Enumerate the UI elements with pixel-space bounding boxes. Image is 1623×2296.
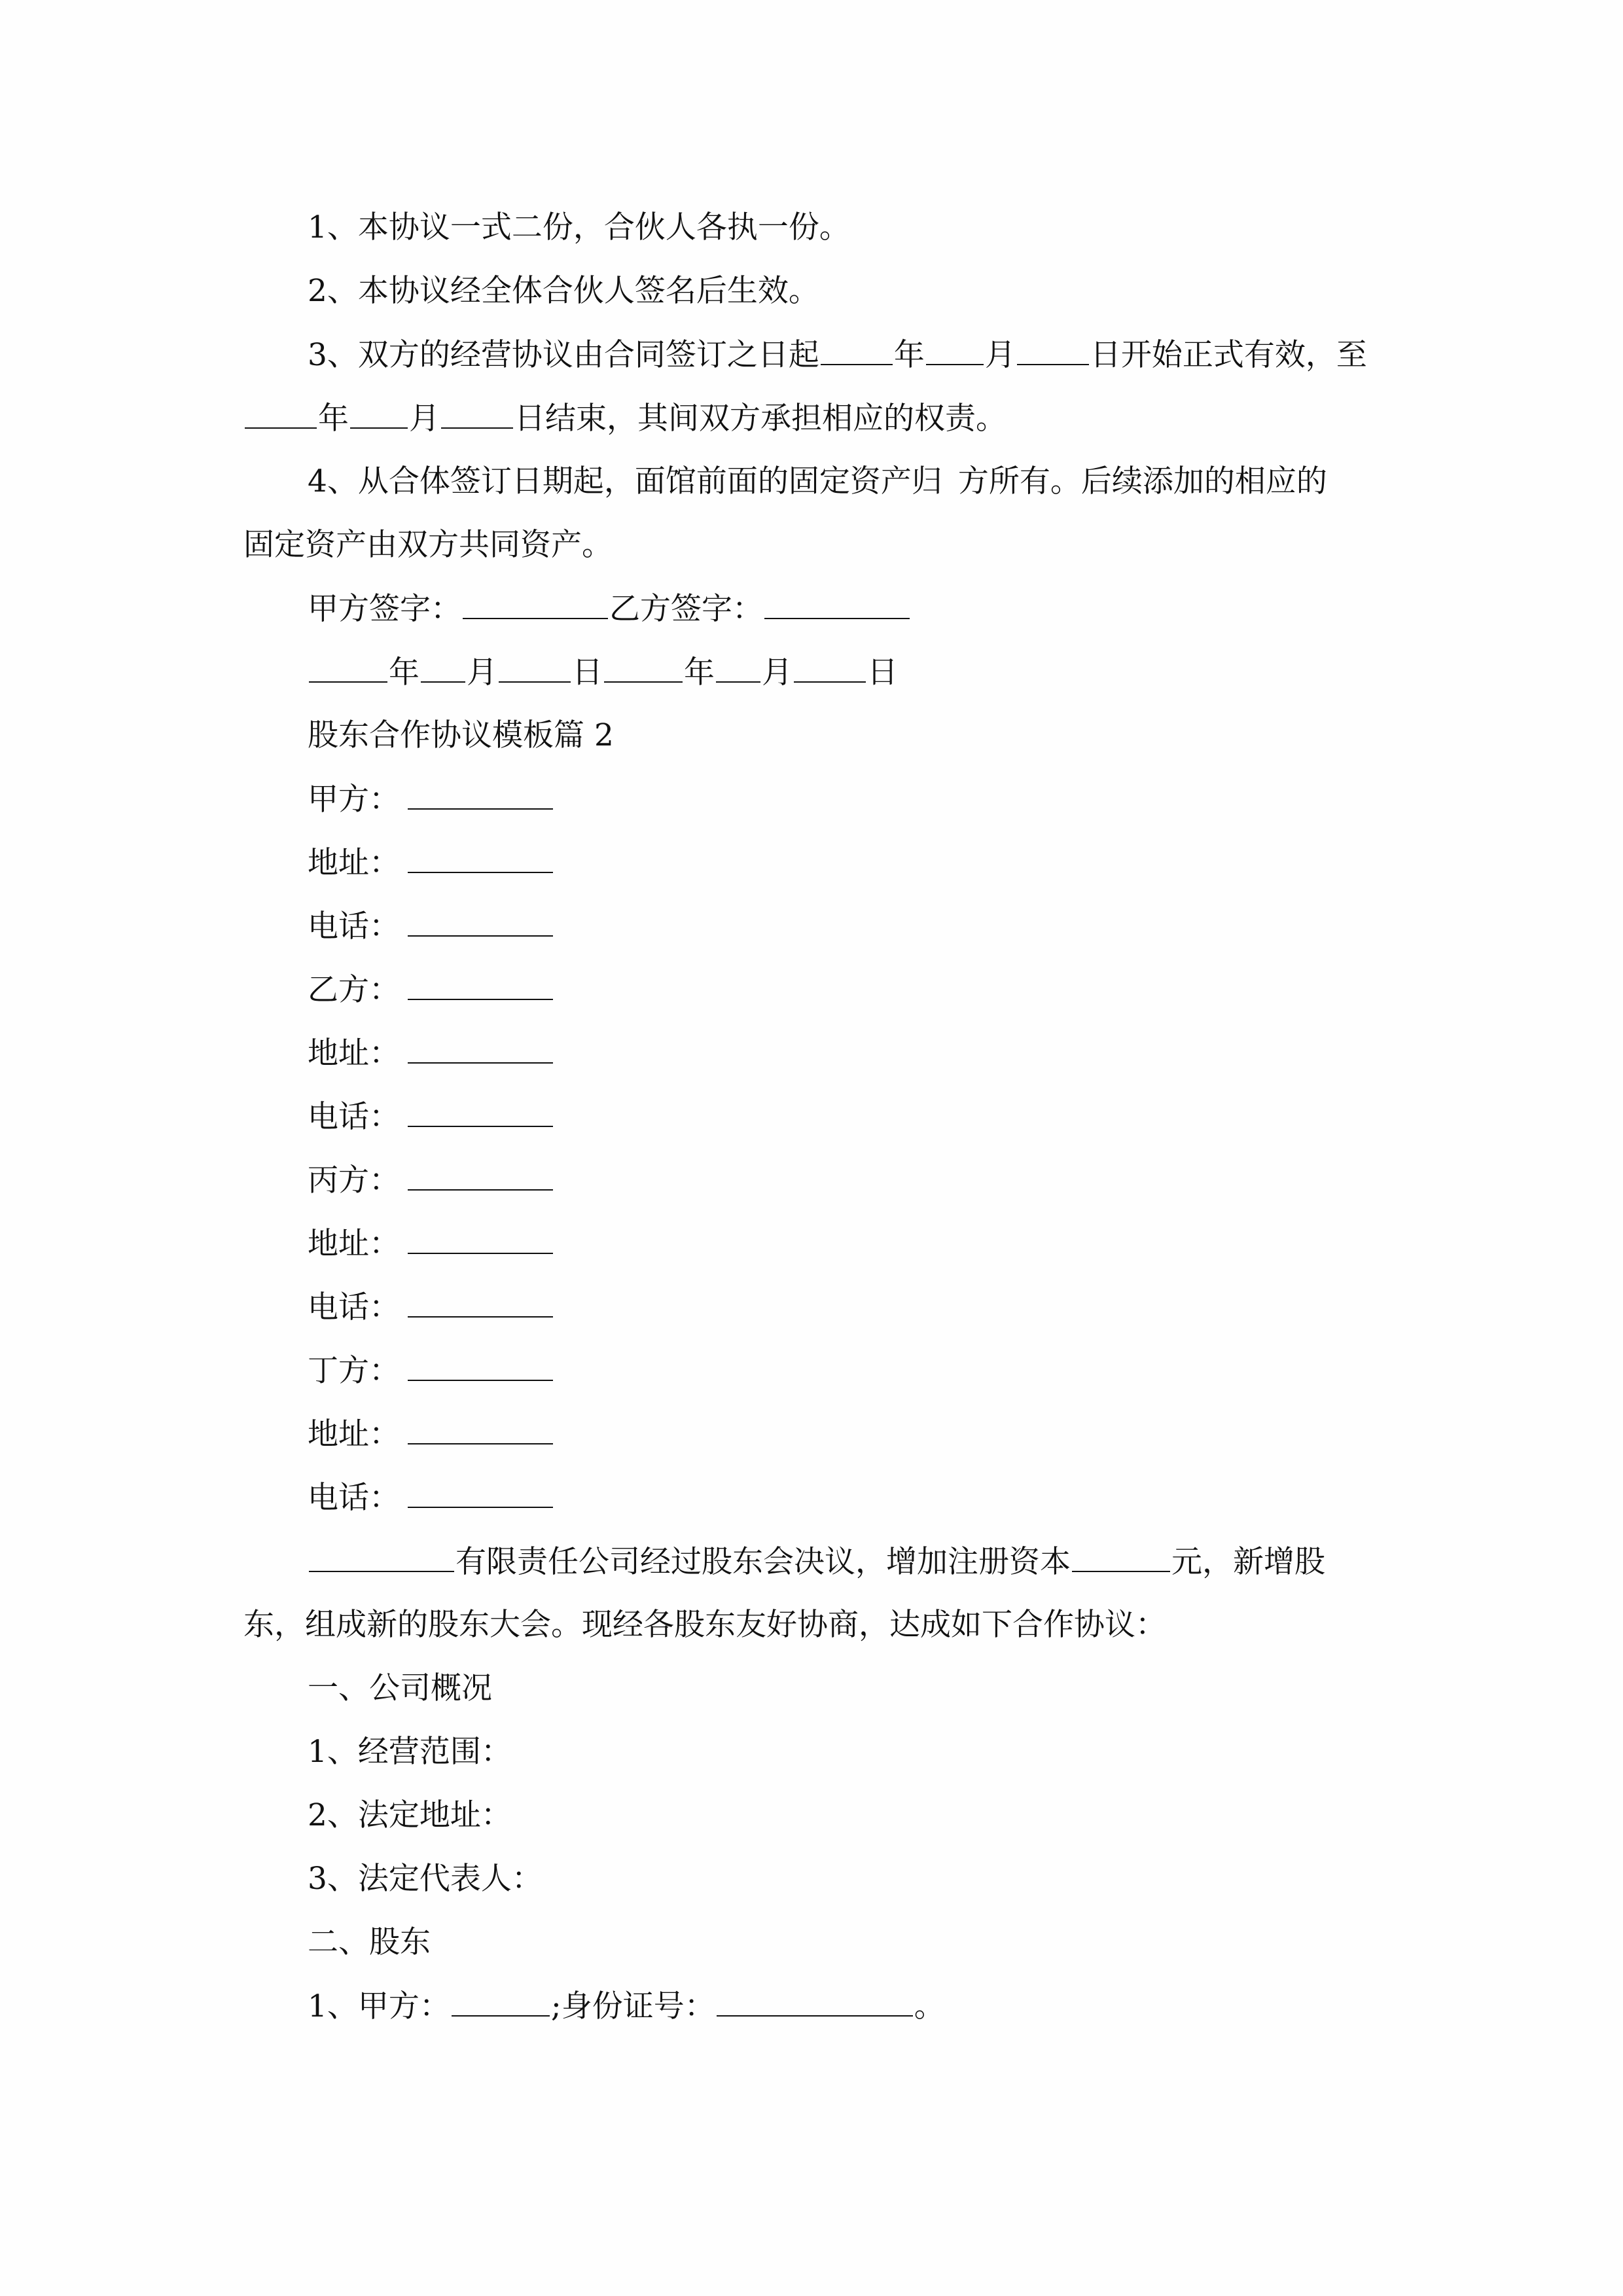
clause-4-text-cont: 方所有。后续添加的相应的	[957, 463, 1327, 499]
month-label: 月	[984, 337, 1016, 373]
year-label: 年	[684, 655, 715, 691]
party-field-label: 乙方：	[308, 972, 400, 1008]
id-number-label: ;身份证号：	[550, 1988, 715, 2024]
capital-amount-blank[interactable]	[1072, 1542, 1170, 1572]
clause-3-end-text: 日结束，其间双方承担相应的权责。	[514, 401, 1007, 437]
intro-end-text: 东，组成新的股东大会。现经各股东友好协商，达成如下合作协议：	[243, 1607, 1166, 1643]
clause-3-line-1	[308, 335, 1459, 374]
party-field-label: 地址：	[308, 1416, 400, 1452]
party-a-signature-blank[interactable]	[463, 589, 608, 619]
clause-2	[308, 272, 1459, 311]
intro-line-1	[308, 1542, 1459, 1581]
month-label: 月	[467, 655, 497, 691]
party-field-row	[308, 1160, 1459, 1200]
b-day-blank[interactable]	[794, 653, 866, 683]
start-year-blank[interactable]	[821, 335, 893, 365]
b-month-blank[interactable]	[716, 653, 760, 683]
day-label: 日	[867, 655, 898, 691]
party-field-blank[interactable]	[408, 906, 553, 937]
party-field-row	[308, 1478, 1459, 1517]
a-day-blank[interactable]	[499, 653, 571, 683]
clause-3-text-cont: 日开始正式有效，至	[1090, 337, 1367, 373]
period: 。	[914, 1988, 945, 2024]
party-field-row	[308, 906, 1459, 946]
a-month-blank[interactable]	[421, 653, 465, 683]
section-title	[308, 716, 1459, 755]
clause-4-text: 4、从合体签订日期起，面馆前面的固定资产归	[308, 463, 942, 499]
party-field-row	[308, 843, 1459, 882]
section-1-heading	[308, 1669, 1459, 1708]
intro-text: 有限责任公司经过股东会决议，增加注册资本	[455, 1544, 1071, 1580]
clause-1	[308, 208, 1459, 247]
company-name-blank[interactable]	[309, 1542, 454, 1572]
business-scope-label: 1、经营范围：	[308, 1734, 512, 1770]
shareholder-a-name-blank[interactable]	[452, 1986, 550, 2017]
party-b-signature-label: 乙方签字：	[609, 591, 763, 627]
section-1-item	[308, 1859, 1459, 1899]
end-year-blank[interactable]	[245, 399, 317, 429]
party-field-blank[interactable]	[408, 1351, 553, 1381]
party-field-blank[interactable]	[408, 1224, 553, 1254]
section-2-heading	[308, 1923, 1459, 1962]
party-field-label: 电话：	[308, 1289, 400, 1325]
month-label: 月	[409, 401, 440, 437]
legal-address-label: 2、法定地址：	[308, 1797, 512, 1833]
party-field-blank[interactable]	[408, 843, 553, 873]
end-day-blank[interactable]	[441, 399, 513, 429]
party-b-signature-blank[interactable]	[764, 589, 910, 619]
party-field-blank[interactable]	[408, 1033, 553, 1064]
party-field-row	[308, 1414, 1459, 1454]
clause-2-text: 2、本协议经全体合伙人签名后生效。	[308, 273, 819, 309]
party-field-label: 丙方：	[308, 1162, 400, 1198]
clause-3-text: 3、双方的经营协议由合同签订之日起	[308, 337, 819, 373]
party-field-label: 地址：	[308, 1226, 400, 1262]
clause-1-text: 1、本协议一式二份，合伙人各执一份。	[308, 209, 850, 245]
intro-text-cont: 元，新增股	[1171, 1544, 1325, 1580]
party-field-blank[interactable]	[408, 1414, 553, 1444]
section-1-heading-text: 一、公司概况	[308, 1670, 492, 1706]
party-field-row	[308, 1351, 1459, 1390]
id-number-blank[interactable]	[717, 1986, 913, 2017]
party-field-label: 电话：	[308, 1099, 400, 1135]
clause-4-end-text: 固定资产由双方共同资产。	[243, 527, 613, 563]
intro-line-2	[243, 1605, 1395, 1645]
party-field-label: 甲方：	[308, 781, 400, 817]
party-field-row	[308, 1224, 1459, 1263]
year-label: 年	[318, 401, 349, 437]
party-field-blank[interactable]	[408, 1287, 553, 1318]
party-field-row	[308, 970, 1459, 1009]
party-field-label: 地址：	[308, 845, 400, 881]
end-month-blank[interactable]	[350, 399, 408, 429]
shareholder-1-line	[308, 1986, 1459, 2026]
year-label: 年	[893, 337, 925, 373]
legal-representative-label: 3、法定代表人：	[308, 1861, 543, 1897]
clause-3-line-2	[243, 399, 1395, 438]
party-field-label: 丁方：	[308, 1353, 400, 1389]
section-1-item	[308, 1732, 1459, 1772]
section-1-item	[308, 1796, 1459, 1835]
a-year-blank[interactable]	[309, 653, 387, 683]
party-a-signature-label: 甲方签字：	[308, 591, 461, 627]
party-field-label: 地址：	[308, 1035, 400, 1071]
party-field-blank[interactable]	[408, 780, 553, 810]
shareholder-a-label: 1、甲方：	[308, 1988, 450, 2024]
section-title-text: 股东合作协议模板篇 2	[308, 717, 614, 753]
clause-4-line-2	[243, 526, 1395, 565]
start-day-blank[interactable]	[1017, 335, 1089, 365]
party-field-label: 电话：	[308, 1480, 400, 1516]
start-month-blank[interactable]	[926, 335, 984, 365]
b-year-blank[interactable]	[604, 653, 683, 683]
month-label: 月	[762, 655, 793, 691]
year-label: 年	[389, 655, 419, 691]
party-field-blank[interactable]	[408, 1097, 553, 1127]
party-field-row	[308, 1033, 1459, 1073]
party-field-label: 电话：	[308, 908, 400, 944]
party-field-blank[interactable]	[408, 1478, 553, 1508]
signature-line	[308, 589, 1459, 628]
party-field-row	[308, 1097, 1459, 1136]
party-field-blank[interactable]	[408, 1160, 553, 1191]
party-field-blank[interactable]	[408, 970, 553, 1000]
day-label: 日	[572, 655, 603, 691]
party-field-row	[308, 1287, 1459, 1327]
section-2-heading-text: 二、股东	[308, 1924, 431, 1960]
signature-date-line	[308, 653, 1459, 692]
party-field-row	[308, 780, 1459, 819]
clause-4-line-1	[308, 462, 1459, 501]
